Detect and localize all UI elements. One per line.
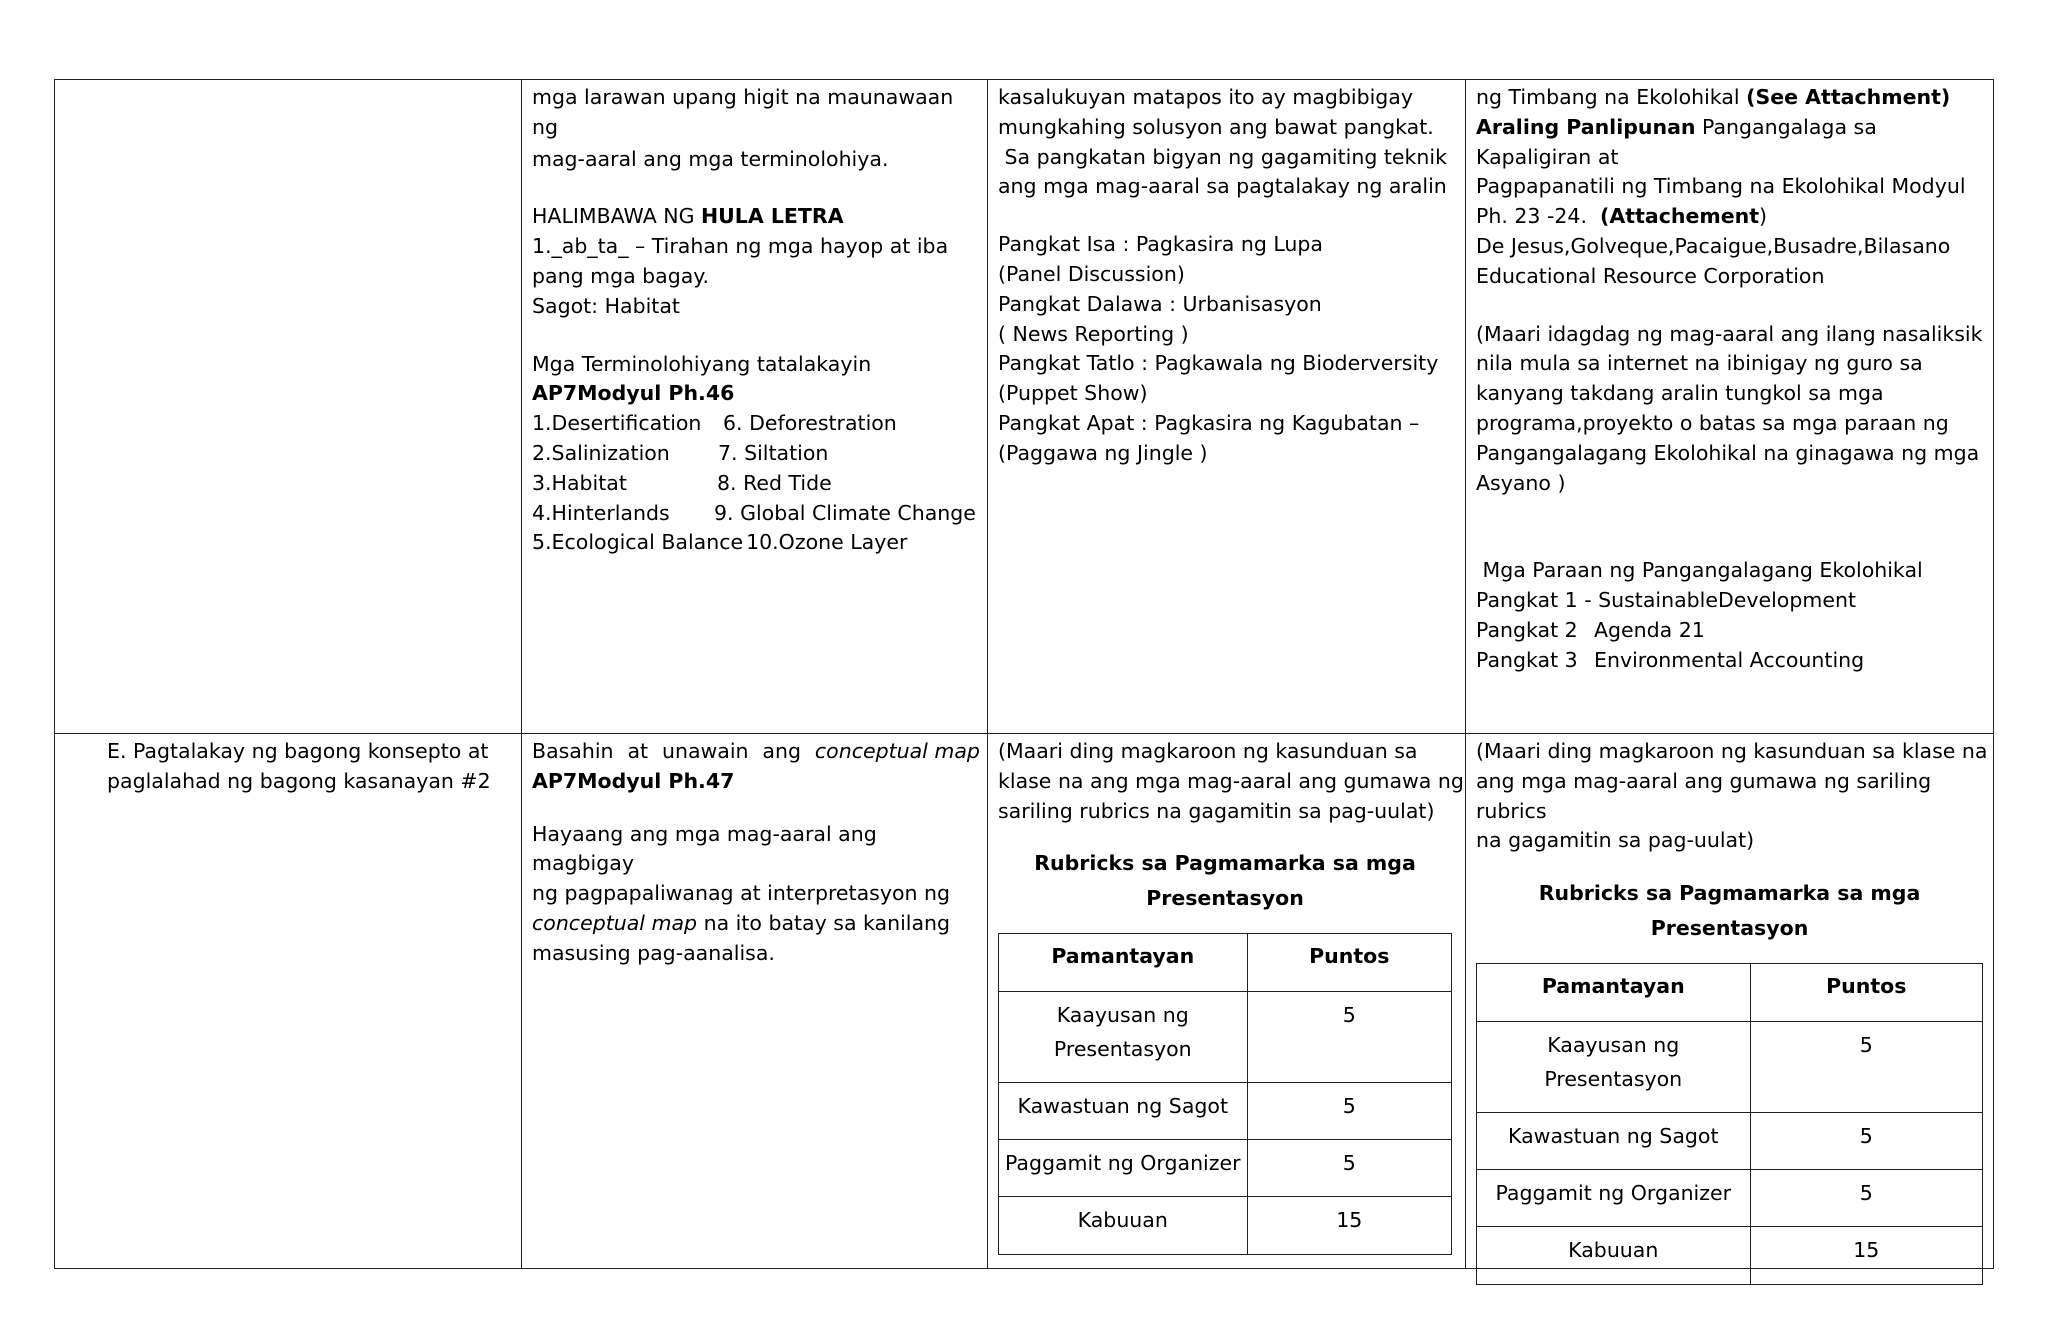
note-line: programa,proyekto o batas sa mga paraan ng xyxy=(1476,410,1949,435)
intro-line: mga larawan upang higit na maunawaan ng xyxy=(532,85,954,139)
rubric-points: 15 xyxy=(1750,1227,1982,1285)
table-row xyxy=(999,1140,1452,1197)
terms-list xyxy=(532,409,982,558)
rubric-points: 5 xyxy=(1750,1170,1982,1227)
rubric-header: Puntos xyxy=(1247,934,1451,992)
method-row: Pangkat 2 Agenda 21 xyxy=(1476,617,1705,642)
lesson-plan-table xyxy=(54,79,1994,1269)
rubric-criterion: Kawastuan ng Sagot xyxy=(999,1083,1248,1140)
example-answer: Sagot: Habitat xyxy=(532,293,680,318)
reference-line: De Jesus,Golveque,Pacaigue,Busadre,Bilasano xyxy=(1476,233,1951,258)
group-line: Pangkat Isa : Pagkasira ng Lupa xyxy=(998,232,1323,257)
rubric-criterion: Kaayusan ng Presentasyon xyxy=(1477,1022,1751,1113)
note-line: Pangangalagang Ekolohikal na ginagawa ng mga xyxy=(1476,440,1980,465)
table-row xyxy=(1477,1022,1983,1113)
rubric-criterion: Kabuuan xyxy=(999,1197,1248,1255)
rubric-header: Pamantayan xyxy=(1477,964,1751,1022)
example-item: 1._ab_ta_ – Tirahan ng mga hayop at iba xyxy=(532,234,949,259)
explain-line: conceptual map na ito batay sa kanilang xyxy=(532,910,951,935)
group-line: Pangkat Tatlo : Pagkawala ng Bioderversity xyxy=(998,351,1439,376)
group-line: ( News Reporting ) xyxy=(998,321,1189,346)
instruction-line: Sa pangkatan bigyan ng gagamiting teknik xyxy=(998,144,1447,169)
rubric-criterion: Kawastuan ng Sagot xyxy=(1477,1113,1751,1170)
method-row: Pangkat 1 - SustainableDevelopment xyxy=(1476,588,1856,613)
group-line: (Paggawa ng Jingle ) xyxy=(998,440,1208,465)
note-line: kanyang takdang aralin tungkol sa mga xyxy=(1476,381,1884,406)
example-item: pang mga bagay. xyxy=(532,263,710,288)
rubric-title: Rubricks sa Pagmamarka sa mga Presentasyon xyxy=(1538,881,1921,941)
terms-row: 1.Desertification 6. Deforestration xyxy=(532,411,897,436)
group-line: (Puppet Show) xyxy=(998,381,1148,406)
note-line: (Maari idagdag ng mag-aaral ang ilang nasaliksik xyxy=(1476,321,1983,346)
explain-line: Hayaang ang mga mag-aaral ang magbigay xyxy=(532,821,877,876)
rubric-points: 5 xyxy=(1247,1083,1451,1140)
reference-line: Educational Resource Corporation xyxy=(1476,263,1825,288)
reference-line: Pagpapanatili ng Timbang na Ekolohikal Modyul xyxy=(1476,174,1966,199)
example-heading: HALIMBAWA NG HULA LETRA xyxy=(532,204,844,229)
terms-heading: Mga Terminolohiyang tatalakayin xyxy=(532,351,872,376)
rubric-table xyxy=(1476,963,1983,1285)
note-line: Asyano ) xyxy=(1476,470,1566,495)
module-reference: AP7Modyul Ph.46 xyxy=(532,381,735,406)
intro-line: mag-aaral ang mga terminolohiya. xyxy=(532,146,889,171)
table-row xyxy=(999,992,1452,1083)
row2-col2-cell xyxy=(532,737,980,969)
reference-line: Araling Panlipunan Pangangalaga sa Kapaligiran at xyxy=(1476,114,1877,169)
row-divider xyxy=(55,733,1993,734)
explain-line: ng pagpapaliwanag at interpretasyon ng xyxy=(532,881,951,906)
note-line: (Maari ding magkaroon ng kasunduan sa klase na xyxy=(1476,739,1988,763)
rubric-title: Presentasyon xyxy=(1146,886,1304,911)
row2-col1-cell xyxy=(55,737,521,797)
row1-col3-cell xyxy=(998,83,1458,469)
table-row xyxy=(999,1197,1452,1255)
rubric-criterion: Kaayusan ng Presentasyon xyxy=(999,992,1248,1083)
group-line: Pangkat Apat : Pagkasira ng Kagubatan – xyxy=(998,410,1420,435)
read-instruction: Basahin at unawain ang conceptual map xyxy=(532,739,980,763)
note-line: nila mula sa internet na ibinigay ng guro sa xyxy=(1476,351,1923,376)
group-line: (Panel Discussion) xyxy=(998,261,1185,286)
section-title: E. Pagtalakay ng bagong konsepto at xyxy=(107,739,489,763)
explain-line: masusing pag-aanalisa. xyxy=(532,940,775,965)
rubric-header: Pamantayan xyxy=(999,934,1248,992)
table-row xyxy=(1477,1227,1983,1285)
methods-heading: Mga Paraan ng Pangangalagang Ekolohikal xyxy=(1476,558,1923,583)
row2-col4-cell xyxy=(1476,737,1988,1285)
column-divider-2 xyxy=(987,80,988,1268)
rubric-points: 5 xyxy=(1247,992,1451,1083)
row2-col3-cell xyxy=(998,737,1468,1255)
table-row xyxy=(999,1083,1452,1140)
section-title: paglalahad ng bagong kasanayan #2 xyxy=(107,768,491,793)
terms-row: 5.Ecological Balance 10.Ozone Layer xyxy=(532,530,908,555)
terms-row: 3.Habitat 8. Red Tide xyxy=(532,470,832,495)
terms-row: 4.Hinterlands 9. Global Climate Change xyxy=(532,500,976,525)
rubric-criterion: Paggamit ng Organizer xyxy=(1477,1170,1751,1227)
rubric-header: Puntos xyxy=(1750,964,1982,1022)
rubric-points: 5 xyxy=(1750,1113,1982,1170)
note-line: na gagamitin sa pag-uulat) xyxy=(1476,828,1755,853)
rubric-header-row xyxy=(999,934,1452,992)
terms-row: 2.Salinization 7. Siltation xyxy=(532,440,829,465)
rubric-table xyxy=(998,933,1452,1255)
rubric-points: 5 xyxy=(1750,1022,1982,1113)
instruction-line: ang mga mag-aaral sa pagtalakay ng aralin xyxy=(998,174,1447,199)
group-line: Pangkat Dalawa : Urbanisasyon xyxy=(998,291,1322,316)
note-line: sariling rubrics na gagamitin sa pag-uulat) xyxy=(998,798,1435,823)
column-divider-1 xyxy=(521,80,522,1268)
rubric-header-row xyxy=(1477,964,1983,1022)
rubric-criterion: Kabuuan xyxy=(1477,1227,1751,1285)
instruction-line: kasalukuyan matapos ito ay magbibigay xyxy=(998,85,1413,109)
note-line: ang mga mag-aaral ang gumawa ng sariling rubrics xyxy=(1476,768,1932,823)
rubric-title: Rubricks sa Pagmamarka sa mga xyxy=(1034,851,1416,876)
method-row: Pangkat 3 Environmental Accounting xyxy=(1476,647,1865,672)
rubric-points: 15 xyxy=(1247,1197,1451,1255)
reference-line: ng Timbang na Ekolohikal (See Attachment) xyxy=(1476,85,1951,109)
row1-col4-cell xyxy=(1476,83,1986,676)
row1-col2-cell xyxy=(532,83,982,558)
rubric-criterion: Paggamit ng Organizer xyxy=(999,1140,1248,1197)
table-row xyxy=(1477,1170,1983,1227)
table-row xyxy=(1477,1113,1983,1170)
note-line: klase na ang mga mag-aaral ang gumawa ng xyxy=(998,768,1464,793)
note-line: (Maari ding magkaroon ng kasunduan sa xyxy=(998,739,1418,763)
module-reference: AP7Modyul Ph.47 xyxy=(532,768,735,793)
instruction-line: mungkahing solusyon ang bawat pangkat. xyxy=(998,114,1434,139)
rubric-points: 5 xyxy=(1247,1140,1451,1197)
reference-line: Ph. 23 -24. (Attachement) xyxy=(1476,204,1768,229)
